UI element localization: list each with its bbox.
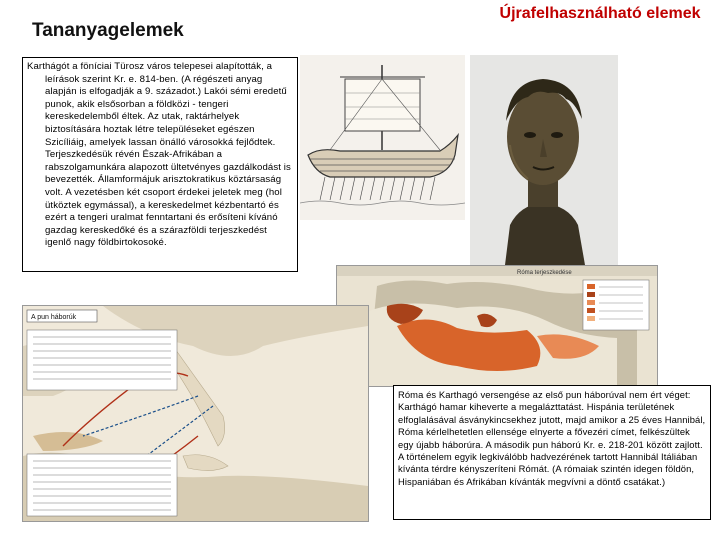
page-title: Tananyagelemek — [32, 20, 184, 41]
punic-wars-map — [22, 305, 369, 522]
pun-map-title: A pun háborúk — [31, 314, 77, 321]
second-punic-war-text-box — [393, 385, 711, 520]
rome-map-title: Róma terjeszkedése — [517, 270, 572, 276]
reusable-elements-title: Újrafelhasználható elemek — [499, 5, 701, 22]
bronze-bust-photo — [470, 55, 618, 265]
ship-illustration — [300, 55, 465, 220]
carthage-text-box — [22, 57, 298, 272]
carthage-paragraph: Karthágót a föníciai Türosz város telepesei alapították, a leírások szerint Kr. e. 814-ben. (A régészeti anyag alapján is elfogadják a 9. századot.) Lakói sémi eredetű punok, akik elsősorban a földközi - tengeri kereskedelemből éltek. Az utak, raktárhelyek biztosítására hoztak létre településeket egészen Szicíliáig, amelyek lassan önálló városokká fejlődtek. Terjeszkedésük révén Észak-Afrikában a rabszolgamunkára alapozott ültetvényes gazdálkodást is bevezették. Államformájuk arisztokratikus köztársaság volt. A vezetésben két csoport érdekei jeletek meg (hol ütköztek egymással), a kereskedelmet kézbentartó és ezért a tengeri uralmat fenntartani és erősíteni kívánó gazdag kereskedőké és a szárazföldi terjeszkedést igenlő nagy földbirtokosoké. — [27, 61, 291, 249]
rome-expansion-map — [336, 265, 658, 387]
second-punic-war-paragraph: Róma és Karthagó versengése az első pun háborúval nem ért véget: Karthágó hamar kiheverte a megalázttatást. Hispánia területének elfoglalásával ásványkincsekhez jutott, majd amikor a 25 éves Hannibál, Róma kérlelhetetlen ellensége elnyerte a fővezéri címet, felkészültek egy újabb háborúra. A második pun háború Kr. e. 218-201 között zajlott. A történelem egyik legkiválóbb hadvezérének tartott Hannibál Itáliában kívánta térdre kényszeríteni Rómát. (A rómaiak szintén idegen földön, Hispaniában és Afrikában kívánták megvívni a döntő csatákat.) — [398, 389, 706, 487]
